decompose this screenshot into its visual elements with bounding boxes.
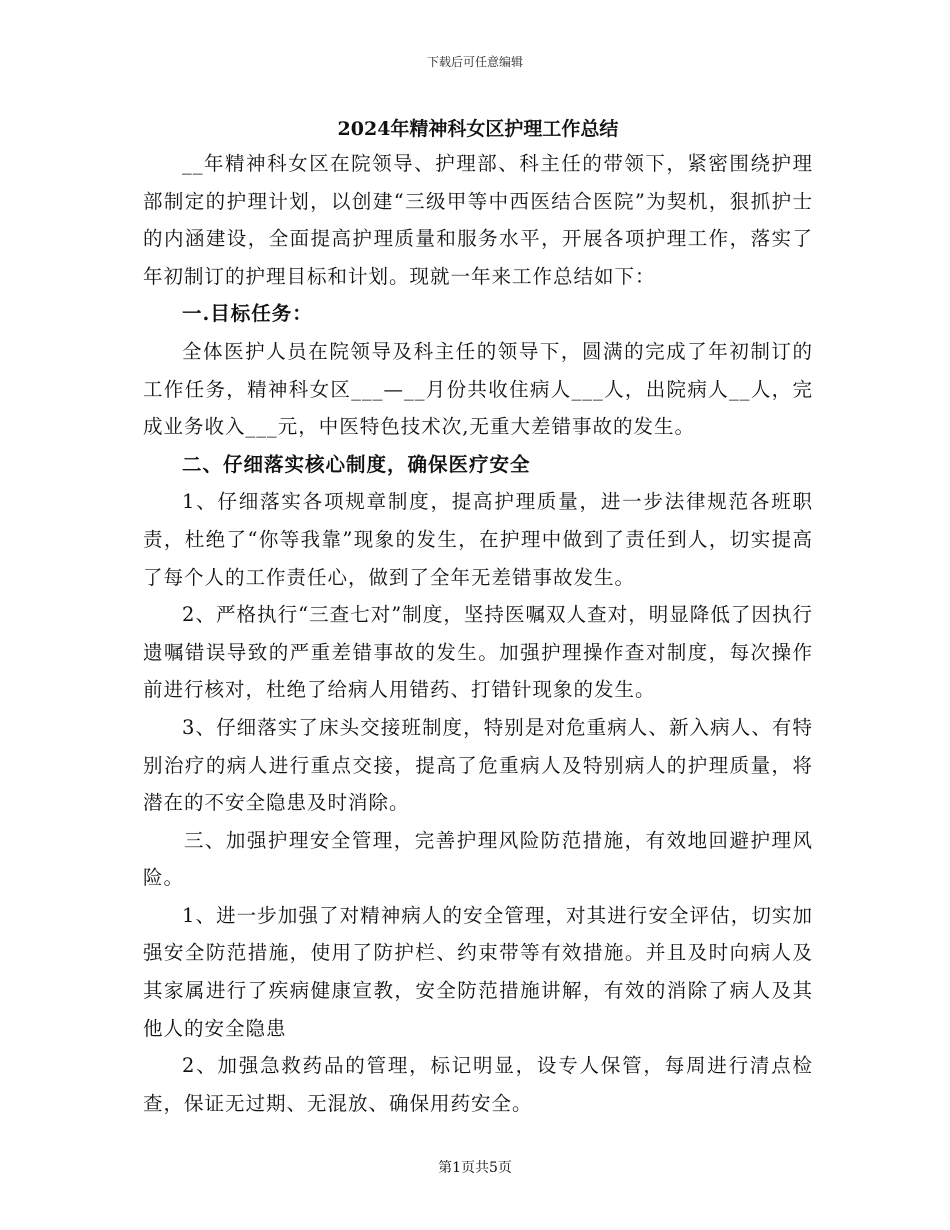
section-heading-core-systems: 二、仔细落实核心制度，确保医疗安全 (182, 452, 531, 476)
section-heading-goals: 一.目标任务： (182, 302, 313, 326)
paragraph-item-2: 2、严格执行“三查七对”制度，坚持医嘱双人查对，明显降低了因执行遗嘱错误导致的严重差错事故的发生。加强护理操作查对制度，每次操作前进行核对，杜绝了给病人用错药、打错针现象的发生。 (143, 603, 813, 702)
paragraph-safety-1: 1、进一步加强了对精神病人的安全管理，对其进行安全评估，切实加强安全防范措施，使用了防护栏、约束带等有效措施。并且及时向病人及其家属进行了疾病健康宣教，安全防范措施讲解，有效的消除了病人及其他人的安全隐患 (143, 903, 813, 1040)
paragraph-safety-2: 2、加强急救药品的管理，标记明显，设专人保管，每周进行清点检查，保证无过期、无混放、确保用药安全。 (143, 1054, 813, 1115)
page-footer: 第1页共5页 (438, 1160, 512, 1176)
document-title: 2024年精神科女区护理工作总结 (337, 118, 619, 140)
paragraph-goals: 全体医护人员在院领导及科主任的领导下，圆满的完成了年初制订的工作任务，精神科女区___—__月份共收住病人___人，出院病人__人，完成业务收入___元，中医特色技术次,无重大差错事故的发生。 (143, 339, 813, 439)
paragraph-item-3: 3、仔细落实了床头交接班制度，特别是对危重病人、新入病人、有特别治疗的病人进行重点交接，提高了危重病人及特别病人的护理质量，将潜在的不安全隐患及时消除。 (143, 715, 813, 815)
document-body (143, 113, 813, 1122)
paragraph-intro: __年精神科女区在院领导、护理部、科主任的带领下，紧密围绕护理部制定的护理计划，以创建“三级甲等中西医结合医院”为契机，狠抓护士的内涵建设，全面提高护理质量和服务水平，开展各项护理工作，落实了年初制订的护理目标和计划。现就一年来工作总结如下： (143, 152, 813, 288)
page-header: 下载后可任意编辑 (426, 55, 523, 69)
paragraph-item-1: 1、仔细落实各项规章制度，提高护理质量，进一步法律规范各班职责，杜绝了“你等我靠”现象的发生，在护理中做到了责任到人，切实提高了每个人的工作责任心，做到了全年无差错事故发生。 (143, 490, 813, 589)
section-heading-safety: 三、加强护理安全管理，完善护理风险防范措施，有效地回避护理风险。 (143, 828, 813, 890)
